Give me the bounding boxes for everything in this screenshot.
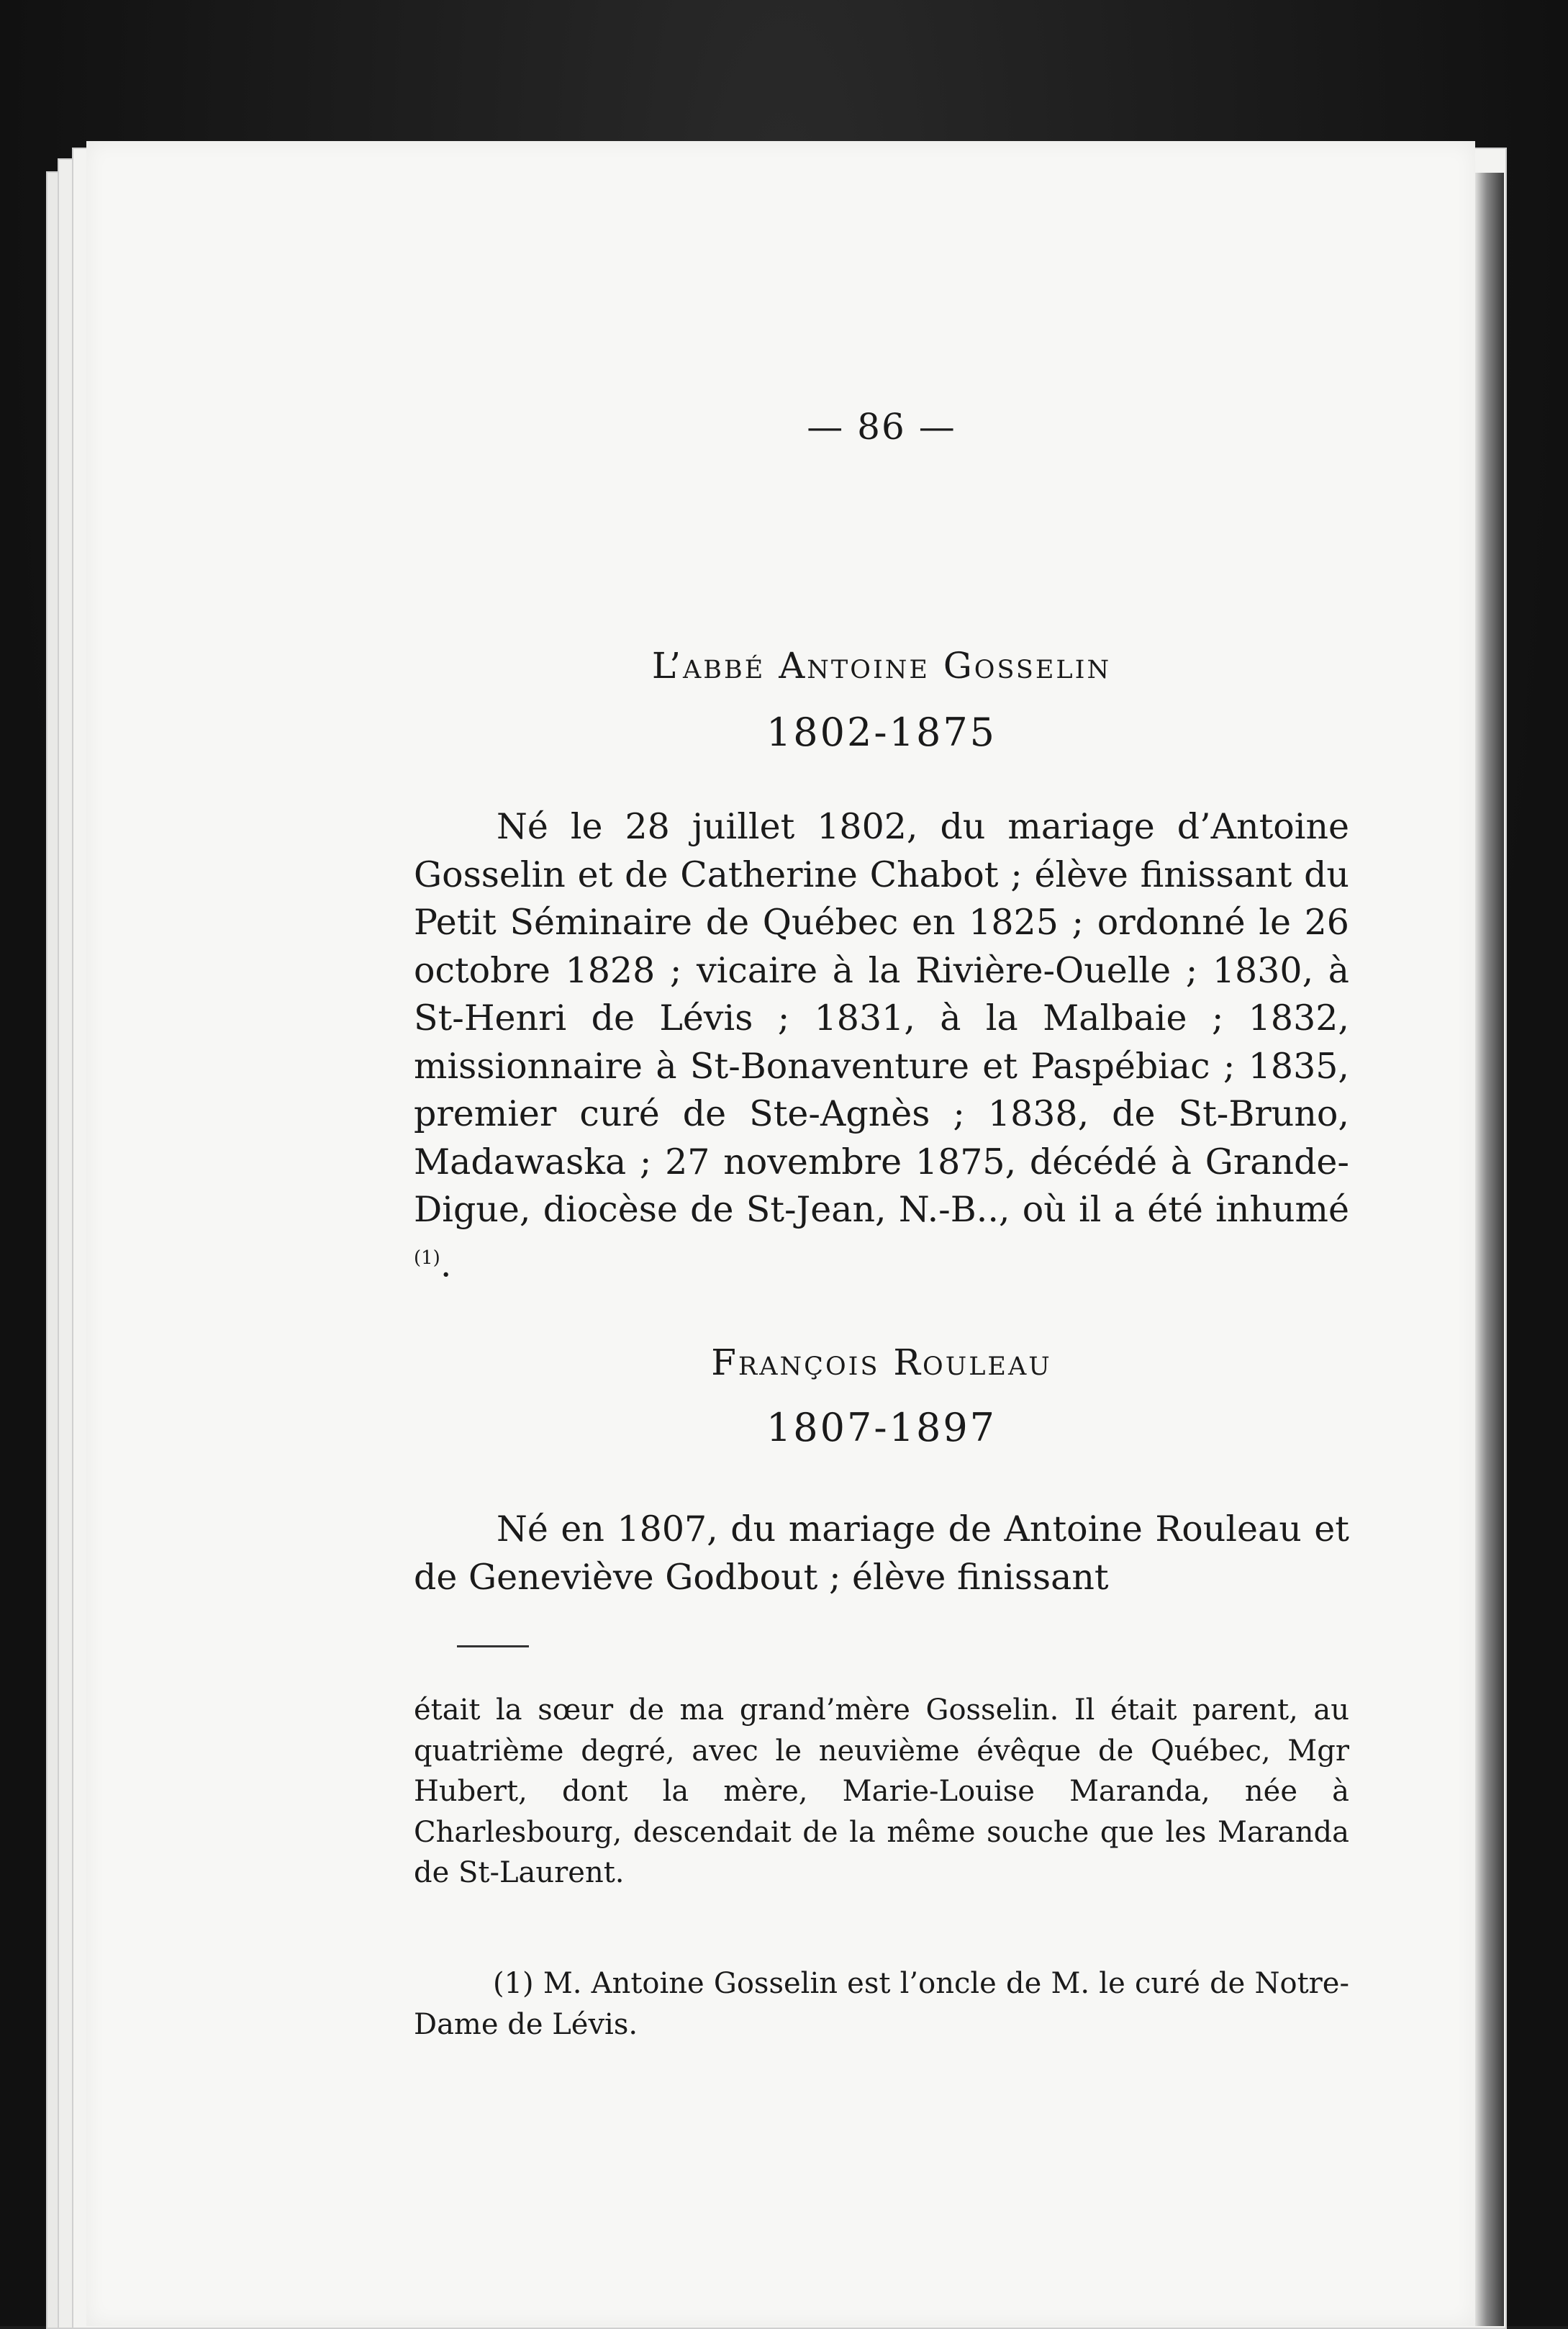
footnote-continued: était la sœur de ma grand’mère Gosselin. Il était parent, au quatrième degré, avec le neuvième évêque de Québec, Mgr Hubert, dont la mère, Marie-Louise Maranda, née à Charlesbourg, descendait de la même souche que les Maranda de St-Laurent. (414, 1693, 1349, 1889)
entry-dates: 1807-1897 (766, 1405, 997, 1450)
entry-dates: 1802-1875 (766, 710, 997, 755)
page-number: — 86 — (807, 406, 956, 448)
entry-body: Né en 1807, du mariage de Antoine Rouleau et de Geneviève Godbout ; élève finissant (414, 1509, 1349, 1598)
entry-body (414, 803, 1349, 1288)
footnote-1: (1) M. Antoine Gosselin est l’oncle de M. le curé de Notre-Dame de Lévis. (414, 1967, 1349, 2041)
entry-heading: L’abbé Antoine Gosselin (651, 645, 1112, 687)
book-page (86, 141, 1475, 2326)
footnote-separator (457, 1645, 529, 1647)
entry-body-end: . (440, 1243, 452, 1285)
entry-body-text: Né le 28 juillet 1802, du mariage d’Antoine Gosselin et de Catherine Chabot ; élève finissant du Petit Séminaire de Québec en 1825 ; ordonné le 26 octobre 1828 ; vicaire à la Rivière-Ouelle ; 1830, à St-Henri de Lévis ; 1831, à la Malbaie ; 1832, missionnaire à St-Bonaventure et Paspébiac ; 1835, premier curé de Ste-Agnès ; 1838, de St-Bruno, Madawaska ; 27 novembre 1875, décédé à Grande-Digue, diocèse de St-Jean, N.-B.., où il a été inhumé (414, 806, 1349, 1230)
entry-heading: François Rouleau (711, 1342, 1052, 1383)
footnote-reference: (1) (414, 1247, 440, 1269)
book-binding (1475, 173, 1504, 2326)
